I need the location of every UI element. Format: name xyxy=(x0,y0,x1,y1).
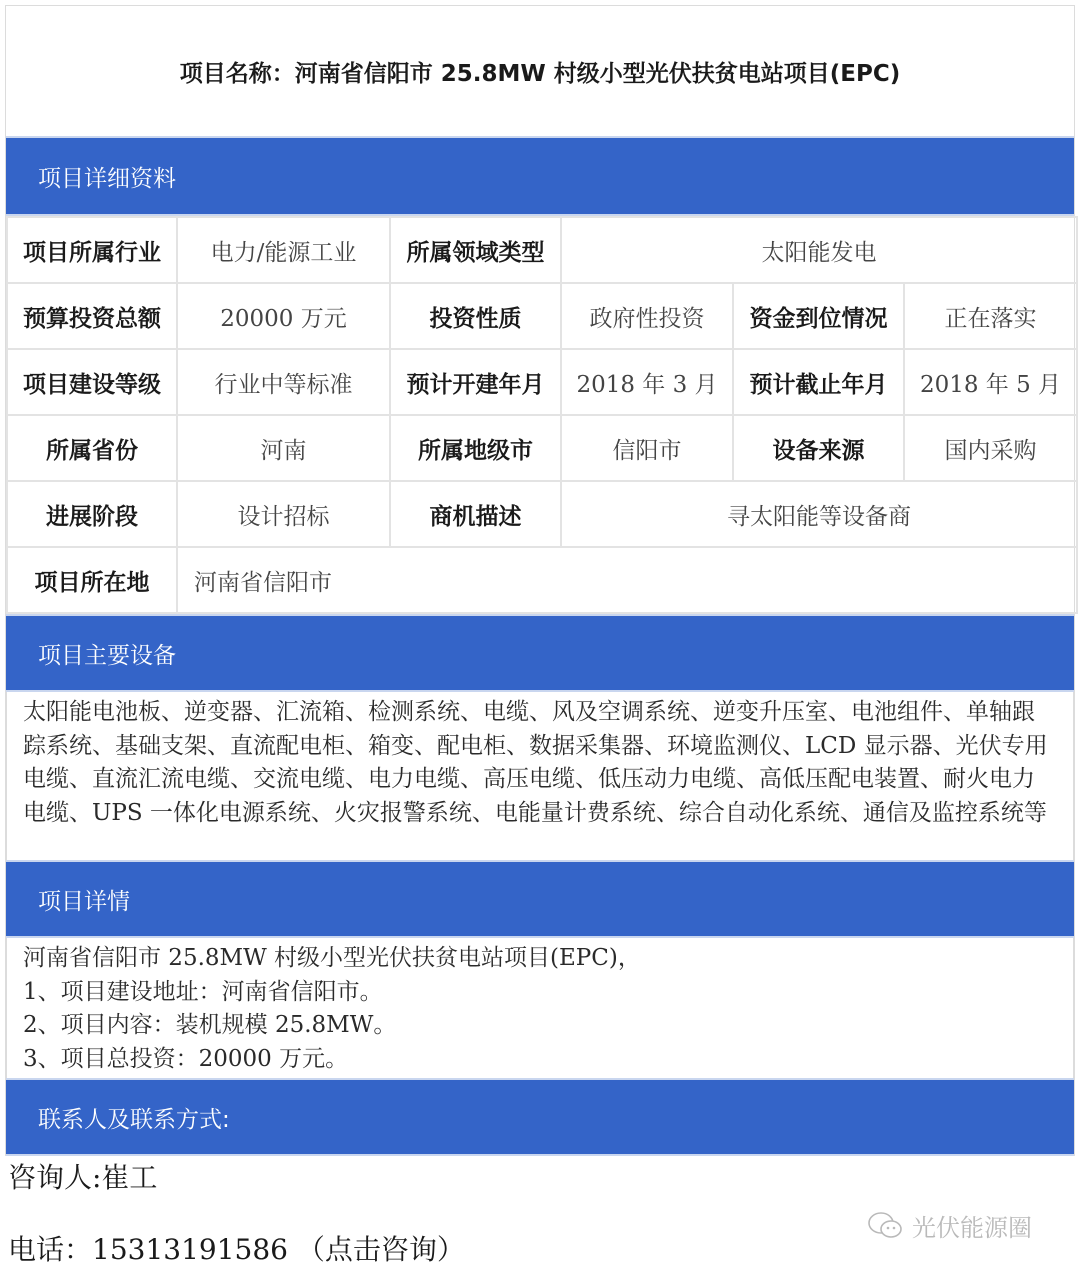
table-row xyxy=(7,547,1077,613)
wechat-icon xyxy=(866,1211,906,1241)
equipment-source-value: 国内采购 xyxy=(904,415,1077,481)
watermark xyxy=(866,1208,1032,1243)
project-details-line: 2、项目内容：装机规模 25.8MW。 xyxy=(23,1012,397,1038)
phone-number-link[interactable]: 15313191586 xyxy=(92,1233,288,1266)
equipment-source-label: 设备来源 xyxy=(733,415,904,481)
project-info-table xyxy=(6,216,1078,614)
watermark-text: 光伏能源圈 xyxy=(912,1214,1032,1242)
equipment-list-text: 太阳能电池板、逆变器、汇流箱、检测系统、电缆、风及空调系统、逆变升压室、电池组件、单轴跟踪系统、基础支架、直流配电柜、箱变、配电柜、数据采集器、环境监测仪、LCD 显示器、光伏专用电缆、直流汇流电缆、交流电缆、电力电缆、高压电缆、低压动力电缆、高低压配电装置、耐火电力电缆、UPS 一体化电源系统、火灾报警系统、电能量计费系统、综合自动化系统、通信及监控系统等 xyxy=(6,692,1074,860)
construction-grade-value: 行业中等标准 xyxy=(177,349,390,415)
project-details-line: 1、项目建设地址：河南省信阳市。 xyxy=(23,978,383,1005)
industry-label: 项目所属行业 xyxy=(7,217,177,283)
table-row xyxy=(7,481,1077,547)
table-row xyxy=(7,283,1077,349)
project-document xyxy=(5,5,1075,1156)
province-value: 河南 xyxy=(177,415,390,481)
end-date-value: 2018 年 5 月 xyxy=(904,349,1077,415)
budget-value: 20000 万元 xyxy=(177,283,390,349)
opportunity-desc-value: 寻太阳能等设备商 xyxy=(561,481,1077,547)
city-label: 所属地级市 xyxy=(390,415,561,481)
construction-grade-label: 项目建设等级 xyxy=(7,349,177,415)
location-value: 河南省信阳市 xyxy=(177,547,1077,613)
funding-status-label: 资金到位情况 xyxy=(733,283,904,349)
progress-stage-label: 进展阶段 xyxy=(7,481,177,547)
table-row xyxy=(7,217,1077,283)
table-row xyxy=(7,415,1077,481)
section-header-contact: 联系人及联系方式: xyxy=(6,1078,1074,1156)
section-header-project-details: 项目详情 xyxy=(6,860,1074,938)
section-header-details: 项目详细资料 xyxy=(6,136,1074,216)
start-date-value: 2018 年 3 月 xyxy=(561,349,733,415)
click-to-consult-link[interactable]: （点击咨询） xyxy=(296,1233,465,1266)
funding-status-value: 正在落实 xyxy=(904,283,1077,349)
location-label: 项目所在地 xyxy=(7,547,177,613)
opportunity-desc-label: 商机描述 xyxy=(390,481,561,547)
domain-type-label: 所属领域类型 xyxy=(390,217,561,283)
phone-label: 电话： xyxy=(8,1233,93,1266)
domain-type-value: 太阳能发电 xyxy=(561,217,1077,283)
contact-phone-line xyxy=(8,1228,465,1268)
project-details-line: 河南省信阳市 25.8MW 村级小型光伏扶贫电站项目(EPC)， xyxy=(23,945,641,971)
page-title: 项目名称：河南省信阳市 25.8MW 村级小型光伏扶贫电站项目(EPC) xyxy=(179,60,901,87)
industry-value: 电力/能源工业 xyxy=(177,217,390,283)
investment-type-value: 政府性投资 xyxy=(561,283,733,349)
investment-type-label: 投资性质 xyxy=(390,283,561,349)
end-date-label: 预计截止年月 xyxy=(733,349,904,415)
start-date-label: 预计开建年月 xyxy=(390,349,561,415)
project-details-text xyxy=(6,938,1074,1078)
contact-person: 咨询人:崔工 xyxy=(8,1161,158,1194)
province-label: 所属省份 xyxy=(7,415,177,481)
table-row xyxy=(7,349,1077,415)
project-details-line: 3、项目总投资：20000 万元。 xyxy=(23,1045,349,1072)
city-value: 信阳市 xyxy=(561,415,733,481)
section-header-equipment: 项目主要设备 xyxy=(6,614,1074,692)
progress-stage-value: 设计招标 xyxy=(177,481,390,547)
budget-label: 预算投资总额 xyxy=(7,283,177,349)
